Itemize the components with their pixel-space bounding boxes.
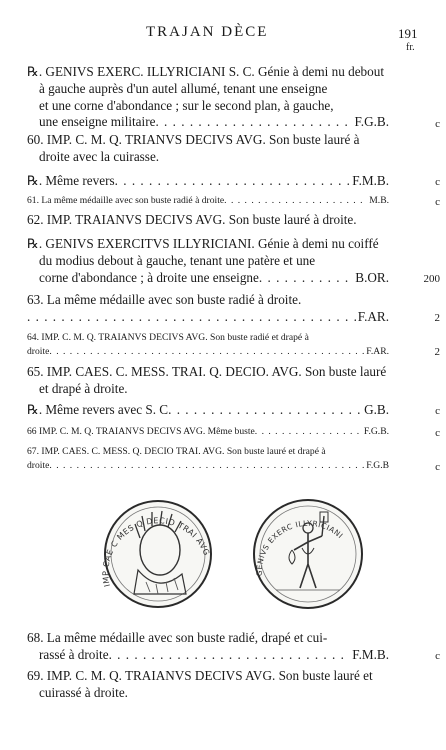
entry-line: à gauche auprès d'un autel allumé, tenant une enseigne <box>39 80 328 96</box>
page-number: 191 <box>398 26 418 41</box>
coin-plate <box>0 498 446 610</box>
catalog-entry <box>27 445 389 473</box>
entry-line: 68. La même médaille avec son buste radié, drapé et cui- <box>27 630 328 645</box>
entry-line: une enseigne militaire . . . F.G.B. <box>27 114 389 131</box>
catalog-entry <box>27 364 389 398</box>
obverse-legend: IMP CAE C MES Q DECIO TRAI AVG <box>101 516 212 588</box>
rarity-mark: c <box>435 118 440 130</box>
catalog-entry <box>27 292 389 326</box>
entry-line: 69. IMP. C. M. Q. TRAIANVS DECIVS AVG. Son buste lauré et <box>27 668 373 683</box>
reverse-legend: GENIVS EXERC ILLYRICIANI <box>254 518 345 577</box>
entry-value: G.B. <box>364 402 389 417</box>
rarity-mark: c <box>435 176 440 188</box>
rarity-mark: c <box>435 427 440 439</box>
entry-value: B.OR. <box>355 269 389 285</box>
rarity-mark: 2 <box>434 312 440 324</box>
entry-line <box>27 309 389 326</box>
entry-line: 65. IMP. CAES. C. MESS. TRAI. Q. DECIO. AVG. Son buste lauré <box>27 364 387 379</box>
entry-value: F.AR. <box>357 308 389 324</box>
catalog-entry <box>27 173 389 190</box>
page-header <box>0 24 446 53</box>
catalog-entry <box>27 132 389 166</box>
entry-value: M.B. <box>369 195 389 206</box>
entry-line: 67. IMP. CAES. C. MESS. Q. DECIO TRAI. AVG. Son buste lauré et drapé à <box>27 446 326 457</box>
entry-line: et drapé à droite. <box>39 380 128 396</box>
entry-line: corne d'abondance ; à droite une enseigne . . . B.OR. <box>27 270 389 287</box>
coin-illustrations <box>0 498 446 610</box>
entry-line: du modius debout à gauche, tenant une patère et une <box>39 252 316 268</box>
entry-value: F.AR. <box>366 346 389 357</box>
entry-line: ℞. Même revers . . . F.M.B. <box>27 173 389 190</box>
catalog-entry <box>27 630 389 664</box>
rarity-mark: c <box>435 650 440 662</box>
entry-line: droite avec la cuirasse. <box>39 148 160 164</box>
entry-line: 64. IMP. C. M. Q. TRAIANVS DECIVS AVG. Son buste radié et drapé à <box>27 332 309 343</box>
entry-line: 63. La même médaille avec son buste radié à droite. <box>27 292 302 307</box>
entry-line: rassé à droite . . . F.M.B. <box>27 647 389 664</box>
entry-value: F.G.B. <box>354 114 389 130</box>
entry-line: et une corne d'abondance ; sur le second plan, à gauche, <box>39 97 334 113</box>
rarity-mark: 2 <box>434 346 440 358</box>
rarity-mark: c <box>435 461 440 473</box>
catalog-entry <box>27 402 389 419</box>
currency-note: fr. <box>406 42 415 53</box>
entry-line: ℞. GENIVS EXERC. ILLYRICIANI S. C. Génie à demi nu debout <box>27 64 384 79</box>
running-title: TRAJAN DÈCE <box>146 24 269 40</box>
entry-line: 62. IMP. TRAIANVS DECIVS AVG. Son buste lauré à droite. <box>27 212 357 227</box>
catalog-entry <box>27 236 389 286</box>
catalog-entry <box>27 331 389 359</box>
catalog-entry <box>27 668 389 702</box>
entry-line: ℞. Même revers avec S. C . . . G.B. <box>27 402 389 419</box>
rarity-mark: c <box>435 405 440 417</box>
entry-value: F.G.B. <box>363 426 389 437</box>
coin-obverse <box>101 501 211 607</box>
entry-value: F.G.B <box>366 460 389 471</box>
entry-value: F.M.B. <box>352 173 389 188</box>
rarity-mark: 200 <box>423 273 440 285</box>
catalog-entry <box>27 64 389 131</box>
entry-line: ℞. GENIVS EXERCITVS ILLYRICIANI. Génie à demi nu coiffé <box>27 236 379 251</box>
entry-line: 66 IMP. C. M. Q. TRAIANVS DECIVS AVG. Même buste . . . F.G.B. <box>27 425 389 439</box>
entry-line: droite . . . F.G.B <box>27 459 389 473</box>
entry-line: cuirassé à droite. <box>39 684 128 700</box>
entry-value: F.M.B. <box>352 646 389 662</box>
entry-line: 61. La même médaille avec son buste radié à droite . . . M.B. <box>27 194 389 208</box>
entry-line: 60. IMP. C. M. Q. TRIANVS DECIVS AVG. Son buste lauré à <box>27 132 360 147</box>
catalog-entry <box>27 194 389 208</box>
catalog-entry <box>27 425 389 439</box>
rarity-mark: c <box>435 196 440 208</box>
catalog-entry <box>27 212 389 229</box>
entry-line: droite . . . F.AR. <box>27 345 389 359</box>
coin-reverse <box>254 500 362 608</box>
